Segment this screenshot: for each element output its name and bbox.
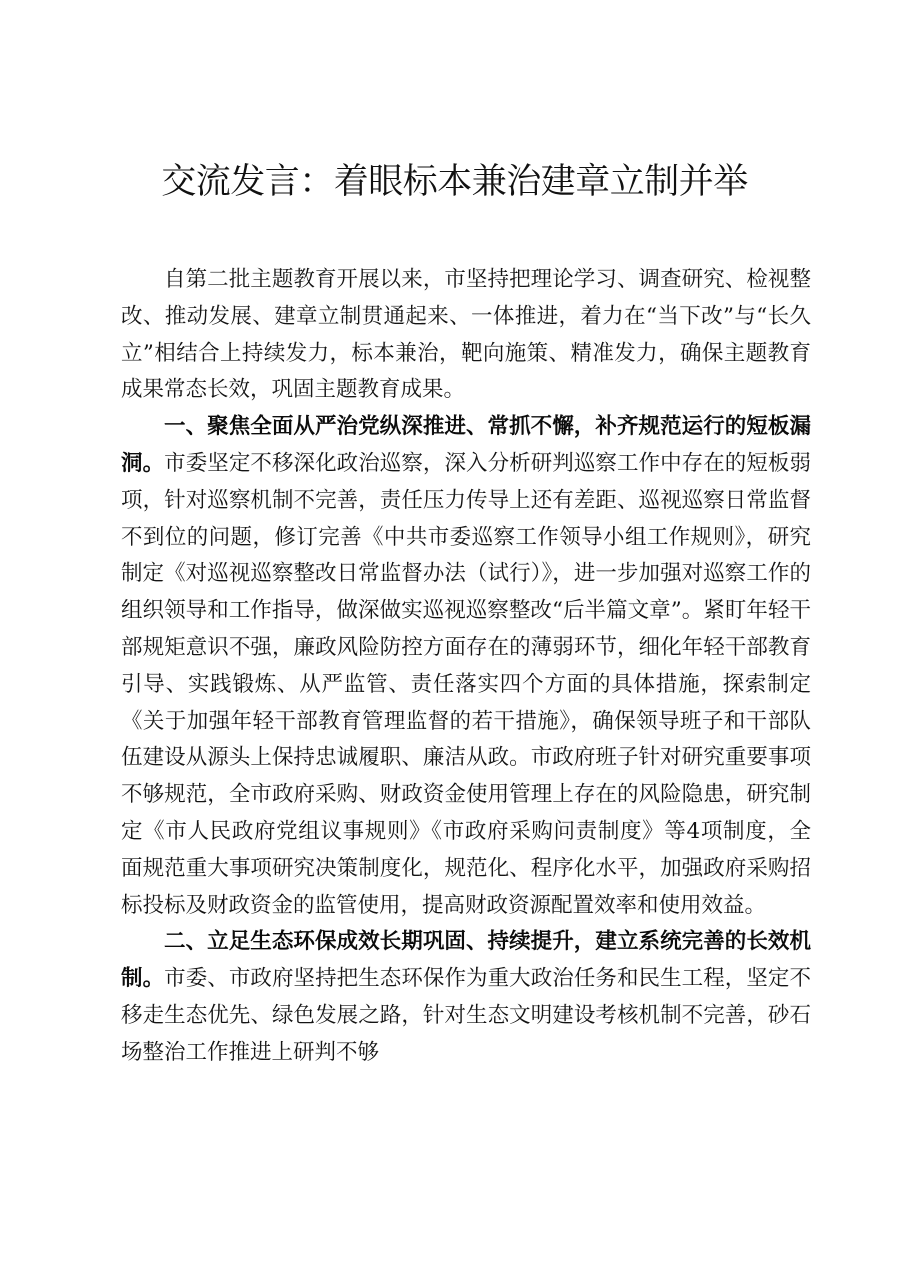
document-title: 交流发言：着眼标本兼治建章立制并举 xyxy=(161,162,748,202)
section-two-paragraph xyxy=(121,924,811,1071)
document-body xyxy=(121,262,811,1072)
paragraph-text: 自第二批主题教育开展以来，市坚持把理论学习、调查研究、检视整改、推动发展、建章立制贯通起来、一体推进，着力在“当下改”与“长久立”相结合上持续发力，标本兼治，靶向施策、精准发力，确保主题教育成果常态长效，巩固主题教育成果。 xyxy=(121,267,811,403)
section-one-text: 市委坚定不移深化政治巡察，深入分析研判巡察工作中存在的短板弱项，针对巡察机制不完善，责任压力传导上还有差距、巡视巡察日常监督不到位的问题，修订完善《中共市委巡察工作领导小组工作规则》，研究制定《对巡视巡察整改日常监督办法（试行）》，进一步加强对巡察工作的组织领导和工作指导，做深做实巡视巡察整改“后半篇文章”。紧盯年轻干部规矩意识不强，廉政风险防控方面存在的薄弱环节，细化年轻干部教育引导、实践锻炼、从严监管、责任落实四个方面的具体措施，探索制定《关于加强年轻干部教育管理监督的若干措施》，确保领导班子和干部队伍建设从源头上保持忠诚履职、廉洁从政。市政府班子针对研究重要事项不够规范，全市政府采购、财政资金使用管理上存在的风险隐患，研究制定《市人民政府党组议事规则》《市政府采购问责制度》等4项制度，全面规范重大事项研究决策制度化，规范化、程序化水平，加强政府采购招标投标及财政资金的监管使用，提高财政资源配置效率和使用效益。 xyxy=(121,450,811,918)
section-one-paragraph xyxy=(121,409,811,924)
intro-paragraph xyxy=(121,262,811,409)
section-one-heading: 一、聚焦全面从严治党纵深推进、常抓不懈，补齐规范运行的短板漏洞。 xyxy=(121,414,811,476)
section-two-text: 市委、市政府坚持把生态环保作为重大政治任务和民生工程，坚定不移走生态优先、绿色发展之路，针对生态文明建设考核机制不完善，砂石场整治工作推进上研判不够 xyxy=(121,966,811,1065)
section-two-heading: 二、立足生态环保成效长期巩固、持续提升，建立系统完善的长效机制。 xyxy=(121,929,811,992)
